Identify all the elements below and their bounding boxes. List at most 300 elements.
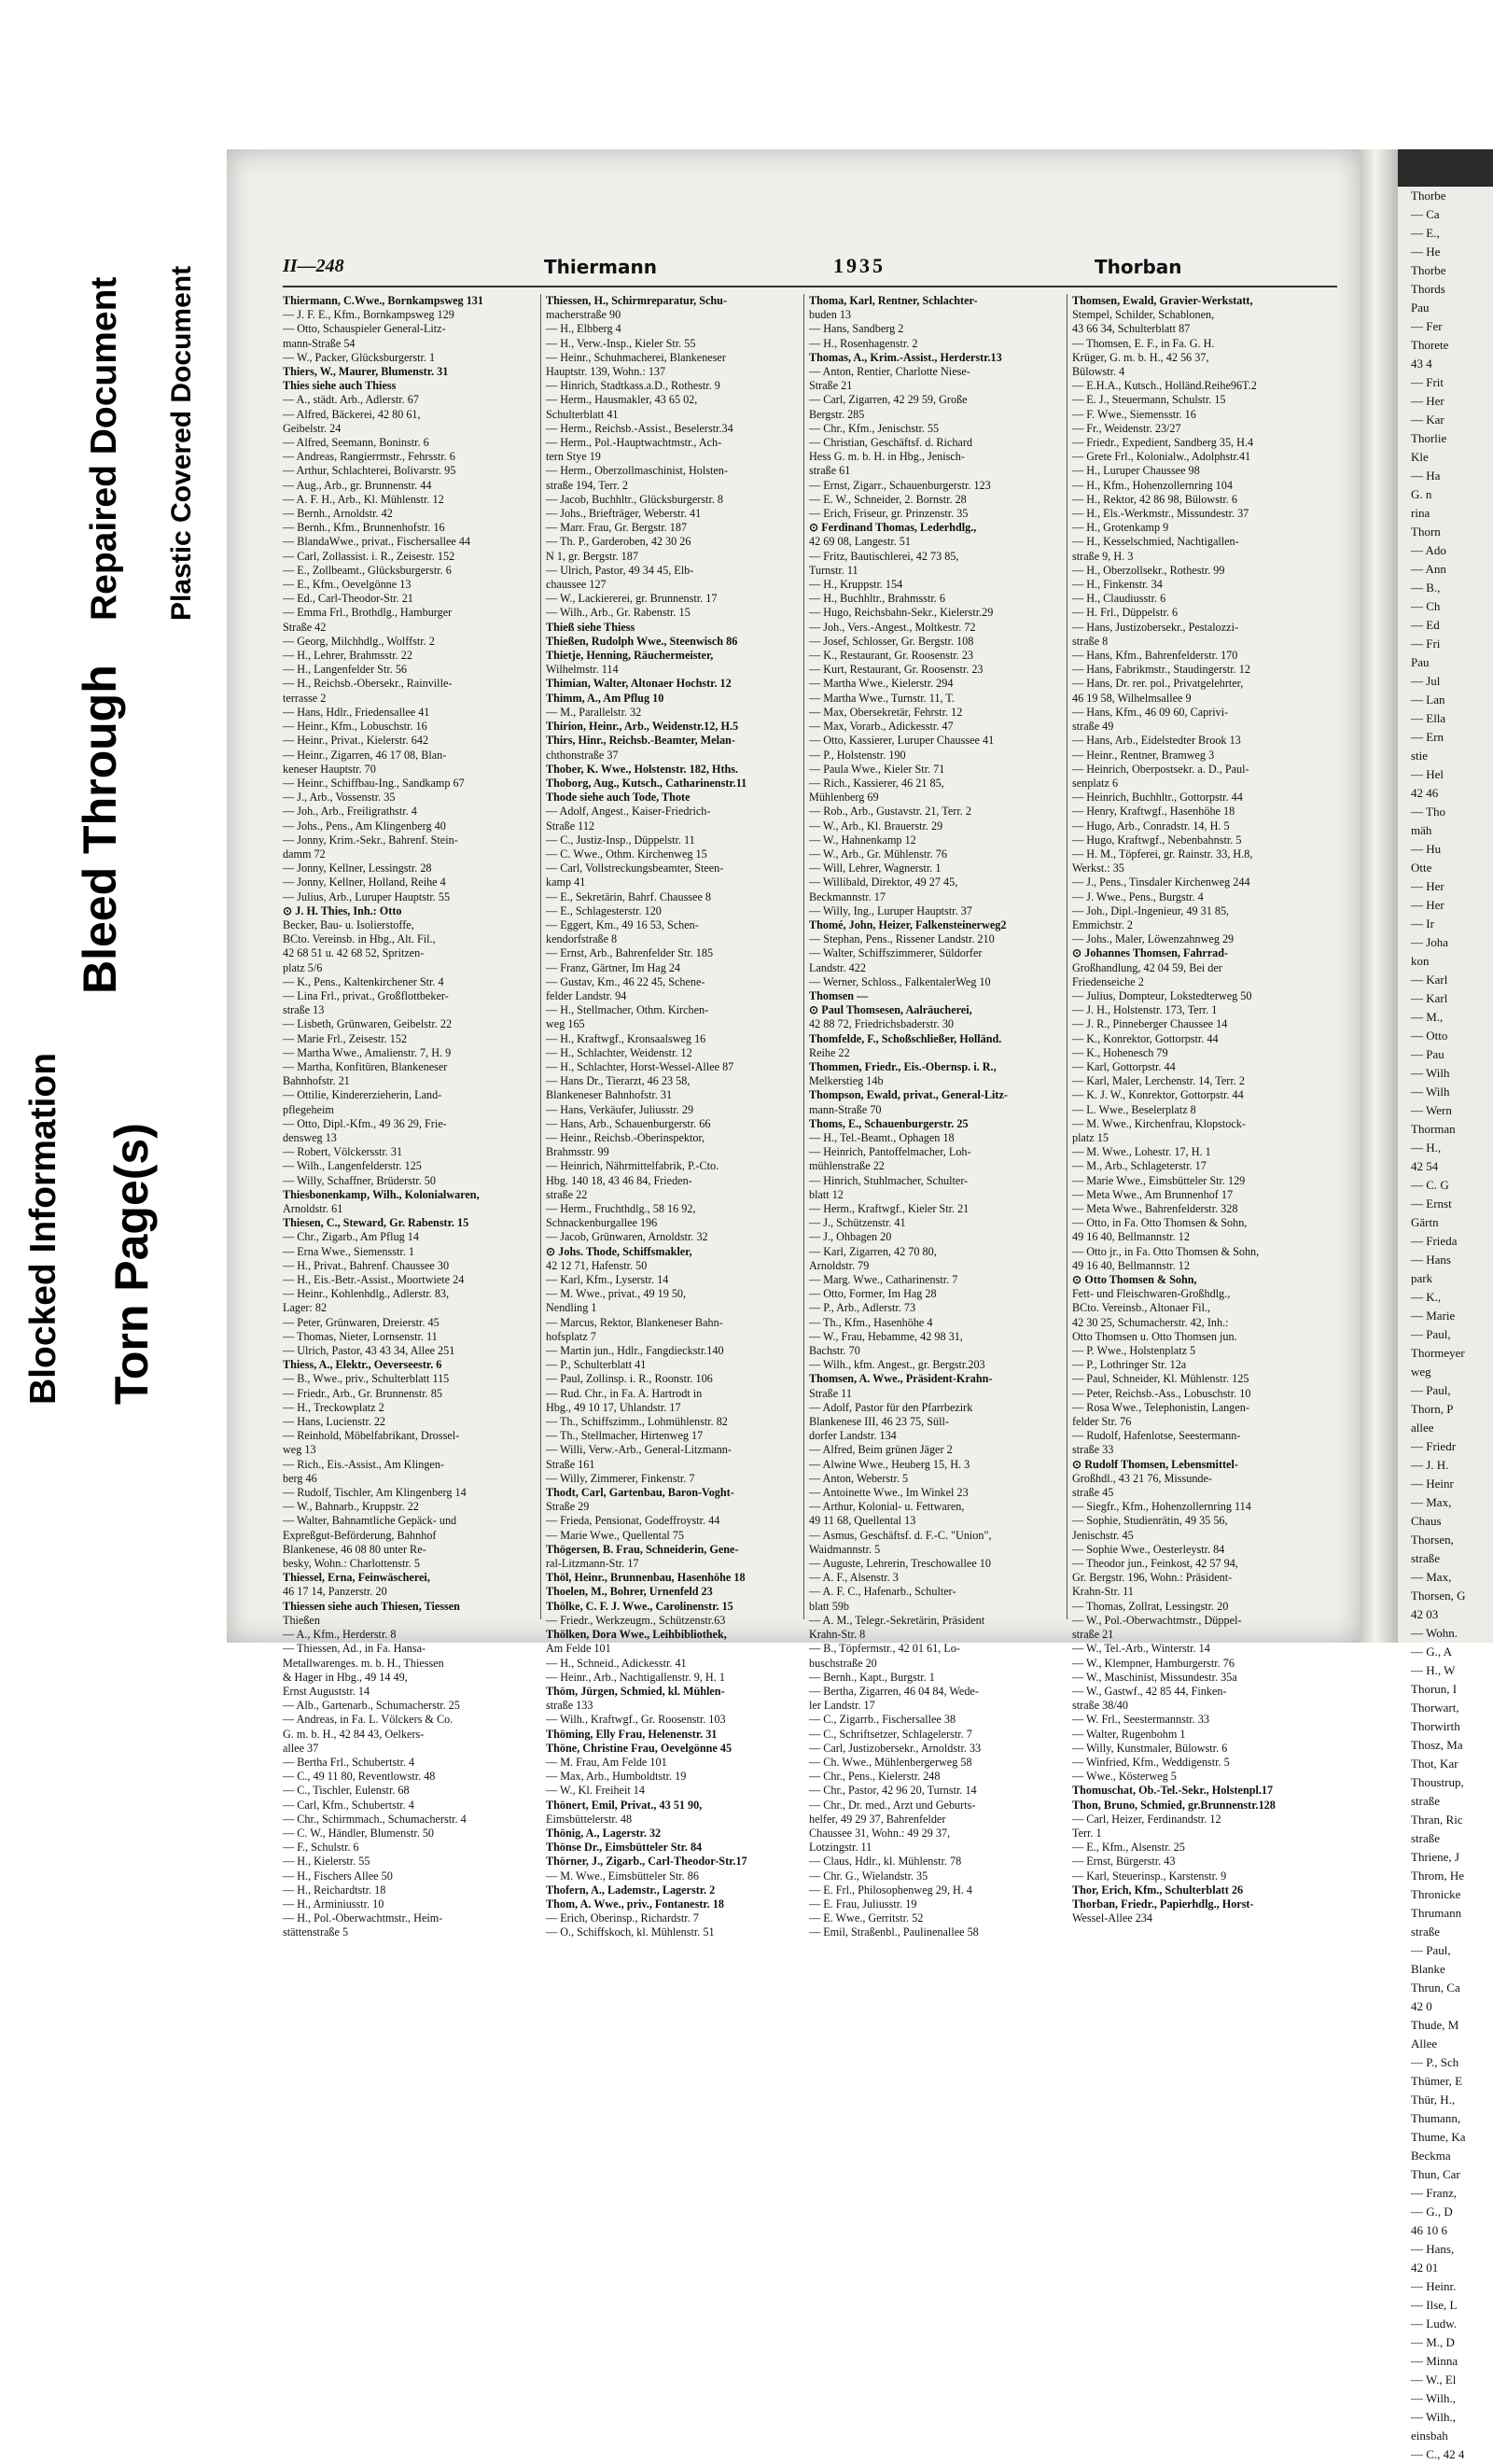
fragment-line: — Franz, [1411, 2186, 1458, 2200]
directory-entry: — Aug., Arb., gr. Brunnenstr. 44 [283, 478, 432, 492]
directory-entry: — Paul, Schneider, Kl. Mühlenstr. 125 [1072, 1372, 1249, 1386]
directory-entry: Straße 21 [809, 379, 853, 393]
directory-entry: — Friedr., Arb., Gr. Brunnenstr. 85 [283, 1386, 442, 1400]
directory-entry: Thiesen, C., Steward, Gr. Rabenstr. 15 [283, 1216, 469, 1230]
fragment-line: Thür, H., [1411, 2093, 1456, 2107]
directory-entry: Mühlenberg 69 [809, 791, 879, 805]
directory-entry: — Heinr., Reichsb.-Oberinspektor, [546, 1130, 705, 1144]
fragment-line: — Ern [1411, 730, 1444, 744]
directory-entry: — H., Claudiusstr. 6 [1072, 592, 1166, 606]
directory-entry: — Otto, Kassierer, Luruper Chaussee 41 [809, 734, 995, 748]
directory-entry: — E., Zollbeamt., Glücksburgerstr. 6 [283, 563, 452, 577]
directory-entry: felder Landstr. 94 [546, 988, 627, 1002]
directory-entry: — J., Arb., Vossenstr. 35 [283, 791, 396, 805]
column-2 [546, 294, 798, 1939]
fragment-line: — Paul, [1411, 1943, 1451, 1957]
directory-entry: Thoma, Karl, Rentner, Schlachter- [809, 294, 978, 307]
directory-entry: — Kurt, Restaurant, Gr. Roosenstr. 23 [809, 663, 984, 677]
fragment-line: Otte [1411, 861, 1432, 875]
directory-entry: — W., Packer, Glücksburgerstr. 1 [283, 350, 436, 364]
directory-entry: — H., Reichsb.-Obersekr., Rainville- [283, 677, 453, 691]
directory-entry: — Heinrich, Pantoffelmacher, Loh- [809, 1145, 971, 1159]
directory-entry: — BlandaWwe., privat., Fischersallee 44 [283, 535, 471, 549]
directory-entry: ⊙ Johs. Thode, Schiffsmakler, [546, 1244, 692, 1258]
directory-entry: — Gustav, Km., 46 22 45, Schene- [546, 974, 705, 988]
directory-entry: dorfer Landstr. 134 [809, 1429, 897, 1443]
directory-entry: — Hans, Arb., Eidelstedter Brook 13 [1072, 734, 1241, 748]
directory-entry: Thöne, Christine Frau, Oevelgönne 45 [546, 1741, 733, 1755]
directory-entry: Hess G. m. b. H. in Hbg., Jenisch- [809, 450, 965, 464]
directory-entry: — Karl, Steuerinsp., Karstenstr. 9 [1072, 1869, 1227, 1883]
directory-entry: — Alb., Gartenarb., Schumacherstr. 25 [283, 1699, 460, 1713]
directory-entry: — Karl, Maler, Lerchenstr. 14, Terr. 2 [1072, 1074, 1245, 1088]
blocked-information-label: Blocked Information [23, 1052, 63, 1405]
directory-entry: — Th., Kfm., Hasenhöhe 4 [809, 1315, 933, 1329]
directory-entry: — Joh., Vers.-Angest., Moltkestr. 72 [809, 620, 976, 634]
directory-entry: Thiesbonenkamp, Wilh., Kolonialwaren, [283, 1187, 480, 1201]
directory-entry: — Wilh., Arb., Gr. Rabenstr. 15 [546, 606, 691, 620]
directory-entry: — Hans, Hdlr., Friedensallee 41 [283, 705, 430, 719]
directory-entry: mann-Straße 70 [809, 1102, 882, 1116]
directory-entry: — M. Wwe., Eimsbütteler Str. 86 [546, 1869, 699, 1883]
directory-entry: — Karl, Kfm., Lyserstr. 14 [546, 1273, 669, 1287]
directory-entry: straße 194, Terr. 2 [546, 478, 628, 492]
directory-entry: — Otto, Former, Im Hag 28 [809, 1287, 937, 1301]
directory-entry: — A. F., Alsenstr. 3 [809, 1571, 899, 1585]
directory-entry: — Walter, Schiffszimmerer, Süldorfer [809, 946, 983, 960]
directory-entry: — C., Schriftsetzer, Schlagelerstr. 7 [809, 1727, 972, 1741]
directory-entry: — Fritz, Bautischlerei, 42 73 85, [809, 549, 959, 563]
directory-entry: Bergstr. 285 [809, 407, 865, 421]
directory-entry: 42 30 25, Schumacherstr. 42, Inh.: [1072, 1315, 1229, 1329]
directory-entry: Thiessen, H., Schirmreparatur, Schu- [546, 294, 727, 307]
directory-entry: Krüger, G. m. b. H., 42 56 37, [1072, 350, 1209, 364]
directory-entry: — Heinr., Schuhmacherei, Blankeneser [546, 350, 726, 364]
directory-entry: — Jonny, Kellner, Holland, Reihe 4 [283, 875, 446, 889]
directory-entry: straße 22 [546, 1187, 588, 1201]
directory-entry: — M. Wwe., privat., 49 19 50, [546, 1287, 687, 1301]
directory-entry: — E., Kfm., Oevelgönne 13 [283, 578, 412, 592]
fragment-line: Thriene, J [1411, 1850, 1459, 1864]
directory-entry: — E. Wwe., Gerritstr. 52 [809, 1911, 924, 1925]
directory-entry: — H., Reichardtstr. 18 [283, 1883, 386, 1897]
directory-entry: — Hugo, Reichsbahn-Sekr., Kielerstr.29 [809, 606, 994, 620]
directory-entry: — Claus, Hdlr., kl. Mühlenstr. 78 [809, 1855, 962, 1869]
fragment-line: Thrun, Ca [1411, 1981, 1460, 1995]
directory-entry: — H., Schneid., Adickesstr. 41 [546, 1656, 687, 1670]
fragment-line: — Ernst [1411, 1197, 1452, 1211]
directory-entry: — Ulrich, Pastor, 49 34 45, Elb- [546, 563, 694, 577]
directory-entry: — Heinr., Zigarren, 46 17 08, Blan- [283, 748, 447, 762]
directory-entry: Schnackenburgallee 196 [546, 1216, 658, 1230]
directory-entry: — Stephan, Pens., Rissener Landstr. 210 [809, 932, 995, 946]
directory-entry: — Walter, Rugenbohm 1 [1072, 1727, 1186, 1741]
directory-entry: — H., Privat., Bahrenf. Chaussee 30 [283, 1258, 450, 1272]
directory-entry: tern Stye 19 [546, 450, 601, 464]
directory-entry: — H., Langenfelder Str. 56 [283, 663, 408, 677]
directory-entry: Thönert, Emil, Privat., 43 51 90, [546, 1798, 703, 1812]
directory-entry: — E. W., Schneider, 2. Bornstr. 28 [809, 492, 967, 506]
directory-entry: — Hans, Kfm., Bahrenfelderstr. 170 [1072, 649, 1238, 663]
directory-entry: — Theodor jun., Feinkost, 42 57 94, [1072, 1557, 1238, 1571]
directory-entry: — M. Wwe., Kirchenfrau, Klopstock- [1072, 1116, 1246, 1130]
fragment-line: — Frit [1411, 375, 1444, 389]
directory-entry: — J. H., Holstenstr. 173, Terr. 1 [1072, 1003, 1218, 1017]
directory-entry: N 1, gr. Bergstr. 187 [546, 549, 638, 563]
directory-entry: — C., Justiz-Insp., Düppelstr. 11 [546, 833, 695, 847]
directory-entry: — J., Schützenstr. 41 [809, 1216, 906, 1230]
directory-entry: — Hans, Dr. rer. pol., Privatgelehrter, [1072, 677, 1244, 691]
directory-entry: — Georg, Milchhdlg., Wolffstr. 2 [283, 634, 435, 648]
directory-entry: Thomsen, A. Wwe., Präsident-Krahn- [809, 1372, 993, 1386]
directory-entry: — Sophie, Studienrätin, 49 35 56, [1072, 1514, 1228, 1528]
directory-entry: — Arthur, Schlachterei, Bolivarstr. 95 [283, 464, 456, 478]
directory-entry: — Otto, Dipl.-Kfm., 49 36 29, Frie- [283, 1116, 447, 1130]
fragment-line: Thude, M [1411, 2018, 1459, 2032]
directory-entry: — Johs., Maler, Löwenzahnweg 29 [1072, 932, 1235, 946]
fragment-line: — Kar [1411, 413, 1444, 427]
directory-entry: — Werner, Schloss., FalkentalerWeg 10 [809, 974, 991, 988]
directory-entry: Werkst.: 35 [1072, 861, 1124, 875]
fragment-line: Thorete [1411, 338, 1449, 352]
fragment-line: — M., D [1411, 2335, 1455, 2349]
directory-entry: — Karl, Zigarren, 42 70 80, [809, 1244, 937, 1258]
directory-entry: Thönse Dr., Eimsbütteler Str. 84 [546, 1841, 703, 1855]
directory-entry: — Herm., Kraftwgf., Kieler Str. 21 [809, 1202, 970, 1215]
directory-entry: Thomsen, Ewald, Gravier-Werkstatt, [1072, 294, 1253, 307]
directory-entry: — Rudolf, Hafenlotse, Seestermann- [1072, 1429, 1241, 1443]
directory-entry: — Heinrich, Oberpostsekr. a. D., Paul- [1072, 762, 1249, 776]
directory-entry: — Ed., Carl-Theodor-Str. 21 [283, 592, 413, 606]
directory-entry: Expreßgut-Beförderung, Bahnhof [283, 1528, 437, 1542]
directory-entry: — A. M., Telegr.-Sekretärin, Präsident [809, 1613, 985, 1627]
archive-labels [0, 0, 224, 1493]
fragment-line: — Friedr [1411, 1439, 1457, 1453]
directory-entry: — H., Oberzollsekr., Rothestr. 99 [1072, 563, 1225, 577]
fragment-line: Thrumann [1411, 1906, 1462, 1920]
directory-entry: — Alwine Wwe., Heuberg 15, H. 3 [809, 1457, 970, 1471]
directory-entry: — Otto, in Fa. Otto Thomsen & Sohn, [1072, 1216, 1248, 1230]
directory-entry: Jenischstr. 45 [1072, 1528, 1134, 1542]
fragment-line: — C. G [1411, 1178, 1449, 1192]
fragment-line: Chaus [1411, 1514, 1442, 1528]
directory-entry: — Franz, Gärtner, Im Hag 24 [546, 960, 681, 974]
directory-entry: straße 61 [809, 464, 851, 478]
directory-entry: straße 33 [1072, 1443, 1114, 1457]
directory-entry: Bachstr. 70 [809, 1344, 860, 1358]
directory-entry: — H., Fischers Allee 50 [283, 1869, 393, 1883]
directory-entry: — H., Rosenhagenstr. 2 [809, 336, 918, 350]
directory-entry: densweg 13 [283, 1130, 337, 1144]
directory-entry: Am Felde 101 [546, 1642, 611, 1656]
directory-entry: 42 12 71, Hafenstr. 50 [546, 1258, 648, 1272]
directory-entry: — Martin jun., Hdlr., Fangdieckstr.140 [546, 1344, 724, 1358]
fragment-line: Thorwart, [1411, 1701, 1459, 1715]
directory-entry: — Chr., Kfm., Jenischstr. 55 [809, 421, 940, 435]
fragment-line: — Heinr. [1411, 2279, 1457, 2293]
directory-entry: — Frieda, Pensionat, Godeffroystr. 44 [546, 1514, 720, 1528]
directory-entry: G. m. b. H., 42 84 43, Oelkers- [283, 1727, 425, 1741]
directory-entry: Chaussee 31, Wohn.: 49 29 37, [809, 1826, 951, 1840]
directory-entry: — Asmus, Geschäftsf. d. F.-C. "Union", [809, 1528, 992, 1542]
directory-entry: Thompson, Ewald, privat., General-Litz- [809, 1088, 1008, 1102]
directory-entry: 46 17 14, Panzerstr. 20 [283, 1585, 387, 1599]
directory-entry: — Andreas, Rangierrmstr., Fehrsstr. 6 [283, 450, 455, 464]
fragment-line: Throm, He [1411, 1869, 1465, 1883]
directory-entry: — B., Wwe., priv., Schulterblatt 115 [283, 1372, 450, 1386]
fragment-line: Thronicke [1411, 1887, 1461, 1901]
directory-entry: Thönig, A., Lagerstr. 32 [546, 1826, 662, 1840]
directory-entry: — Reinhold, Möbelfabrikant, Drossel- [283, 1429, 460, 1443]
directory-entry: Hauptstr. 139, Wohn.: 137 [546, 365, 666, 379]
directory-entry: — Heinr., Privat., Kielerstr. 642 [283, 734, 429, 748]
directory-entry: & Hager in Hbg., 49 14 49, [283, 1670, 408, 1684]
directory-entry: Brahmsstr. 99 [546, 1145, 609, 1159]
directory-entry: — Max, Obersekretär, Fehrstr. 12 [809, 705, 963, 719]
directory-entry: — Willy, Zimmerer, Finkenstr. 7 [546, 1471, 695, 1485]
directory-entry: mann-Straße 54 [283, 336, 356, 350]
fragment-line: — M., [1411, 1010, 1444, 1024]
directory-entry: — H., Tel.-Beamt., Ophagen 18 [809, 1130, 955, 1144]
directory-entry: — H., Pol.-Oberwachtmstr., Heim- [283, 1911, 443, 1925]
fragment-line: — Ann [1411, 562, 1446, 576]
fragment-line: — Marie [1411, 1309, 1456, 1323]
fragment-line: — Fri [1411, 637, 1441, 651]
directory-entry: — Ch. Wwe., Mühlenbergerweg 58 [809, 1755, 972, 1769]
fragment-line: — Wohn. [1411, 1626, 1458, 1640]
fragment-line: Thume, Ka [1411, 2130, 1466, 2144]
directory-entry: — Hans Dr., Tierarzt, 46 23 58, [546, 1074, 691, 1088]
fragment-line: Thorwirth [1411, 1719, 1460, 1733]
directory-entry: — Jonny, Kellner, Lessingstr. 28 [283, 861, 432, 875]
fragment-line: G. n [1411, 487, 1432, 501]
directory-entry: — Meta Wwe., Am Brunnenhof 17 [1072, 1187, 1234, 1201]
directory-entry: — Marr. Frau, Gr. Bergstr. 187 [546, 521, 688, 535]
directory-entry: Straße 42 [283, 620, 327, 634]
directory-page [227, 149, 1360, 1939]
directory-entry: — W., Arb., Gr. Mühlenstr. 76 [809, 847, 947, 861]
directory-entry: allee 37 [283, 1741, 319, 1755]
directory-entry: — Th., Stellmacher, Hirtenweg 17 [546, 1429, 704, 1443]
directory-entry: — Hugo, Kraftwgf., Nebenbahnstr. 5 [1072, 833, 1242, 847]
directory-entry: macherstraße 90 [546, 308, 621, 322]
directory-entry: damm 72 [283, 847, 326, 861]
directory-entry: — O., Schiffskoch, kl. Mühlenstr. 51 [546, 1925, 715, 1939]
directory-entry: — W., Maschinist, Missundestr. 35a [1072, 1670, 1237, 1684]
fragment-line: — Karl [1411, 991, 1448, 1005]
directory-entry: — Marie Frl., Zeisestr. 152 [283, 1031, 408, 1045]
fragment-line: — Hel [1411, 767, 1444, 781]
directory-entry: Thomas, A., Krim.-Assist., Herderstr.13 [809, 350, 1002, 364]
directory-entry: — Andreas, in Fa. L. Völckers & Co. [283, 1713, 453, 1727]
directory-entry: — H., Grotenkamp 9 [1072, 521, 1169, 535]
directory-entry: — Eggert, Km., 49 16 53, Schen- [546, 917, 699, 931]
directory-entry: — L. Wwe., Beselerplatz 8 [1072, 1102, 1196, 1116]
directory-entry: — Joh., Arb., Freiligrathstr. 4 [283, 805, 417, 819]
directory-entry: — Carl, Vollstreckungsbeamter, Steen- [546, 861, 724, 875]
fragment-line: straße [1411, 1551, 1441, 1565]
bleed-through-label: Bleed Through [74, 665, 126, 994]
directory-entry: Thom, A. Wwe., priv., Fontanestr. 18 [546, 1897, 724, 1911]
directory-entry: — Ernst, Arb., Bahrenfelder Str. 185 [546, 946, 714, 960]
directory-entry: BCto. Vereinsb. in Hbg., Alt. Fil., [283, 932, 436, 946]
directory-entry: hofsplatz 7 [546, 1329, 596, 1343]
directory-entry: — Herm., Oberzollmaschinist, Holsten- [546, 464, 728, 478]
fragment-line: — B., [1411, 581, 1441, 595]
directory-entry: 49 11 68, Quellental 13 [809, 1514, 916, 1528]
fragment-line: rina [1411, 506, 1430, 520]
fragment-line: Thords [1411, 282, 1445, 296]
directory-entry: Thoborg, Aug., Kutsch., Catharinenstr.11 [546, 776, 747, 790]
directory-entry: blatt 59b [809, 1599, 849, 1613]
directory-entry: — Carl, Zollassist. i. R., Zeisestr. 152 [283, 549, 455, 563]
directory-entry: Thölken, Dora Wwe., Leihbibliothek, [546, 1628, 727, 1642]
fragment-line: Thorbe [1411, 263, 1446, 277]
directory-entry: — Joh., Dipl.-Ingenieur, 49 31 85, [1072, 903, 1230, 917]
directory-entry: — Wilh., Langenfelderstr. 125 [283, 1159, 422, 1173]
directory-entry: — H., Stellmacher, Othm. Kirchen- [546, 1003, 709, 1017]
directory-entry: — Martha, Konfitüren, Blankeneser [283, 1059, 448, 1073]
directory-entry: Großhandlung, 42 04 59, Bei der [1072, 960, 1222, 974]
directory-entry: — Bertha Frl., Schubertstr. 4 [283, 1755, 415, 1769]
directory-entry: — Heinrich, Buchhltr., Gottorpstr. 44 [1072, 791, 1243, 805]
directory-entry: Thörner, J., Zigarb., Carl-Theodor-Str.17 [546, 1855, 747, 1869]
directory-entry: Nendling 1 [546, 1301, 597, 1315]
directory-entry: — W. Frl., Seestermannstr. 33 [1072, 1713, 1209, 1727]
fragment-line: — J. H. [1411, 1458, 1449, 1472]
column-3 [809, 294, 1061, 1939]
directory-entry: — Ulrich, Pastor, 43 43 34, Allee 251 [283, 1344, 455, 1358]
directory-entry: Lager: 82 [283, 1301, 328, 1315]
directory-entry: — Jonny, Krim.-Sekr., Bahrenf. Stein- [283, 833, 458, 847]
directory-entry: — Lina Frl., privat., Großflottbeker- [283, 988, 449, 1002]
directory-entry: — W., Tel.-Arb., Winterstr. 14 [1072, 1642, 1210, 1656]
directory-entry: — H. M., Töpferei, gr. Rainstr. 33, H.8, [1072, 847, 1253, 861]
directory-entry: — C. W., Händler, Blumenstr. 50 [283, 1826, 435, 1840]
fragment-line: — H., W [1411, 1663, 1456, 1677]
directory-entry: Metallwarenges. m. b. H., Thiessen [283, 1656, 444, 1670]
directory-entry: — H., Schlachter, Weidenstr. 12 [546, 1045, 692, 1059]
directory-entry: Arnoldstr. 79 [809, 1258, 870, 1272]
fragment-line: — Hans [1411, 1253, 1451, 1267]
fragment-line: park [1411, 1271, 1433, 1285]
directory-entry: — W., Frau, Hebamme, 42 98 31, [809, 1329, 963, 1343]
directory-entry: — A. F. H., Arb., Kl. Mühlenstr. 12 [283, 492, 444, 506]
directory-entry: — Will, Lehrer, Wagnerstr. 1 [809, 861, 942, 875]
directory-entry: — Erich, Oberinsp., Richardstr. 7 [546, 1911, 699, 1925]
directory-entry: — Willi, Verw.-Arb., General-Litzmann- [546, 1443, 732, 1457]
directory-entry: — B., Töpfermstr., 42 01 61, Lo- [809, 1642, 960, 1656]
directory-entry: Beckmannstr. 17 [809, 889, 886, 903]
directory-entry: — A. F. C., Hafenarb., Schulter- [809, 1585, 956, 1599]
directory-entry: 49 16 40, Bellmannstr. 12 [1072, 1258, 1190, 1272]
directory-entry: weg 165 [546, 1017, 585, 1031]
directory-entry: — F. Wwe., Siemensstr. 16 [1072, 407, 1196, 421]
directory-entry: Thießen, Rudolph Wwe., Steenwisch 86 [546, 634, 738, 648]
directory-entry: — Adolf, Angest., Kaiser-Friedrich- [546, 805, 711, 819]
directory-entry: — Ernst, Zigarr., Schauenburgerstr. 123 [809, 478, 991, 492]
directory-entry: — Anton, Weberstr. 5 [809, 1471, 909, 1485]
directory-entry: — H., Treckowplatz 2 [283, 1400, 384, 1414]
directory-entry: — H., Finkenstr. 34 [1072, 578, 1163, 592]
fragment-line: — G., A [1411, 1645, 1453, 1659]
directory-entry: — Marie Wwe., Eimsbütteler Str. 129 [1072, 1173, 1246, 1187]
fragment-line: Thosz, Ma [1411, 1738, 1463, 1752]
column-divider [540, 294, 541, 1619]
fragment-line: mäh [1411, 823, 1432, 837]
directory-entry: Thode siehe auch Tode, Thote [546, 791, 691, 805]
fragment-line: Thorsen, [1411, 1533, 1454, 1547]
column-4 [1072, 294, 1324, 1925]
directory-entry: — H., Kesselschmied, Nachtigallen- [1072, 535, 1239, 549]
directory-entry: Thomuschat, Ob.-Tel.-Sekr., Holstenpl.17 [1072, 1784, 1274, 1798]
fragment-line: — Ludw. [1411, 2317, 1457, 2331]
directory-entry: — Peter, Grünwaren, Dreierstr. 45 [283, 1315, 440, 1329]
directory-entry: — E., Sekretärin, Bahrf. Chaussee 8 [546, 889, 712, 903]
plastic-covered-label: Plastic Covered Document [166, 265, 197, 621]
directory-entry: — Meta Wwe., Bahrenfelderstr. 328 [1072, 1202, 1238, 1215]
directory-entry: — C., Tischler, Eulenstr. 68 [283, 1784, 410, 1798]
fragment-line: einsbah [1411, 2429, 1448, 2443]
fragment-line: — Paul, [1411, 1383, 1451, 1397]
directory-entry: — Hans, Fabrikmstr., Staudingerstr. 12 [1072, 663, 1250, 677]
directory-entry: — Antoinette Wwe., Im Winkel 23 [809, 1486, 969, 1500]
directory-entry: — Otto, Schauspieler General-Litz- [283, 322, 446, 336]
directory-entry: — Hinrich, Stuhlmacher, Schulter- [809, 1173, 969, 1187]
directory-entry: — Herm., Reichsb.-Assist., Beselerstr.34 [546, 421, 733, 435]
directory-entry: — Hugo, Arb., Conradstr. 14, H. 5 [1072, 819, 1230, 833]
directory-entry: ler Landstr. 17 [809, 1699, 875, 1713]
fragment-line: — Jul [1411, 674, 1441, 688]
directory-entry: Thöming, Elly Frau, Helenenstr. 31 [546, 1727, 718, 1741]
directory-entry: — Johs., Pens., Am Klingenberg 40 [283, 819, 446, 833]
fragment-line: Thorlie [1411, 431, 1447, 445]
directory-entry: — Heinr., Rentner, Bramweg 3 [1072, 748, 1215, 762]
directory-entry: — Lisbeth, Grünwaren, Geibelstr. 22 [283, 1017, 453, 1031]
directory-entry: Turnstr. 11 [809, 563, 858, 577]
directory-entry: — Herm., Pol.-Hauptwachtmstr., Ach- [546, 436, 722, 450]
directory-entry: — Marcus, Rektor, Blankeneser Bahn- [546, 1315, 723, 1329]
directory-entry: Thoms, E., Schauenburgerstr. 25 [809, 1116, 969, 1130]
directory-entry: — Julius, Dompteur, Lokstedterweg 50 [1072, 988, 1252, 1002]
directory-entry: — Jacob, Grünwaren, Arnoldstr. 32 [546, 1230, 708, 1244]
directory-entry: 42 88 72, Friedrichsbaderstr. 30 [809, 1017, 955, 1031]
directory-entry: — Th., Schiffszimm., Lohmühlenstr. 82 [546, 1415, 728, 1429]
fragment-line: Thumann, [1411, 2111, 1461, 2125]
directory-entry: — Hans, Kfm., 46 09 60, Caprivi- [1072, 705, 1229, 719]
fragment-line: — Max, [1411, 1495, 1452, 1509]
fragment-line: — H., [1411, 1141, 1442, 1155]
directory-entry: Blankenese, 46 08 80 unter Re- [283, 1542, 426, 1556]
directory-entry: — Peter, Reichsb.-Ass., Lobuschstr. 10 [1072, 1386, 1251, 1400]
directory-entry: — Jacob, Buchhltr., Glücksburgerstr. 8 [546, 492, 724, 506]
directory-entry: — Alfred, Seemann, Boninstr. 6 [283, 436, 429, 450]
directory-entry: — Heinr., Arb., Nachtigallenstr. 9, H. 1 [546, 1670, 725, 1684]
directory-entry: — Grete Frl., Kolonialw., Adolphstr.41 [1072, 450, 1251, 464]
fragment-line: Thun, Car [1411, 2167, 1460, 2181]
fragment-line: Thorun, I [1411, 1682, 1458, 1696]
directory-entry: Waidmannstr. 5 [809, 1542, 881, 1556]
directory-entry: — C. Wwe., Othm. Kirchenweg 15 [546, 847, 707, 861]
directory-entry: 46 19 58, Wilhelmsallee 9 [1072, 691, 1192, 705]
directory-entry: ⊙ Ferdinand Thomas, Lederhdlg., [809, 521, 977, 535]
directory-entry: Thon, Bruno, Schmied, gr.Brunnenstr.128 [1072, 1798, 1276, 1812]
directory-entry: — Erna Wwe., Siemensstr. 1 [283, 1244, 414, 1258]
directory-entry: — J. R., Pinneberger Chaussee 14 [1072, 1017, 1228, 1031]
directory-entry: — H., Kraftwgf., Kronsaalsweg 16 [546, 1031, 706, 1045]
directory-entry: — Heinr., Kohlenhdlg., Adlerstr. 83, [283, 1287, 450, 1301]
fragment-line: 42 0 [1411, 1999, 1432, 2013]
